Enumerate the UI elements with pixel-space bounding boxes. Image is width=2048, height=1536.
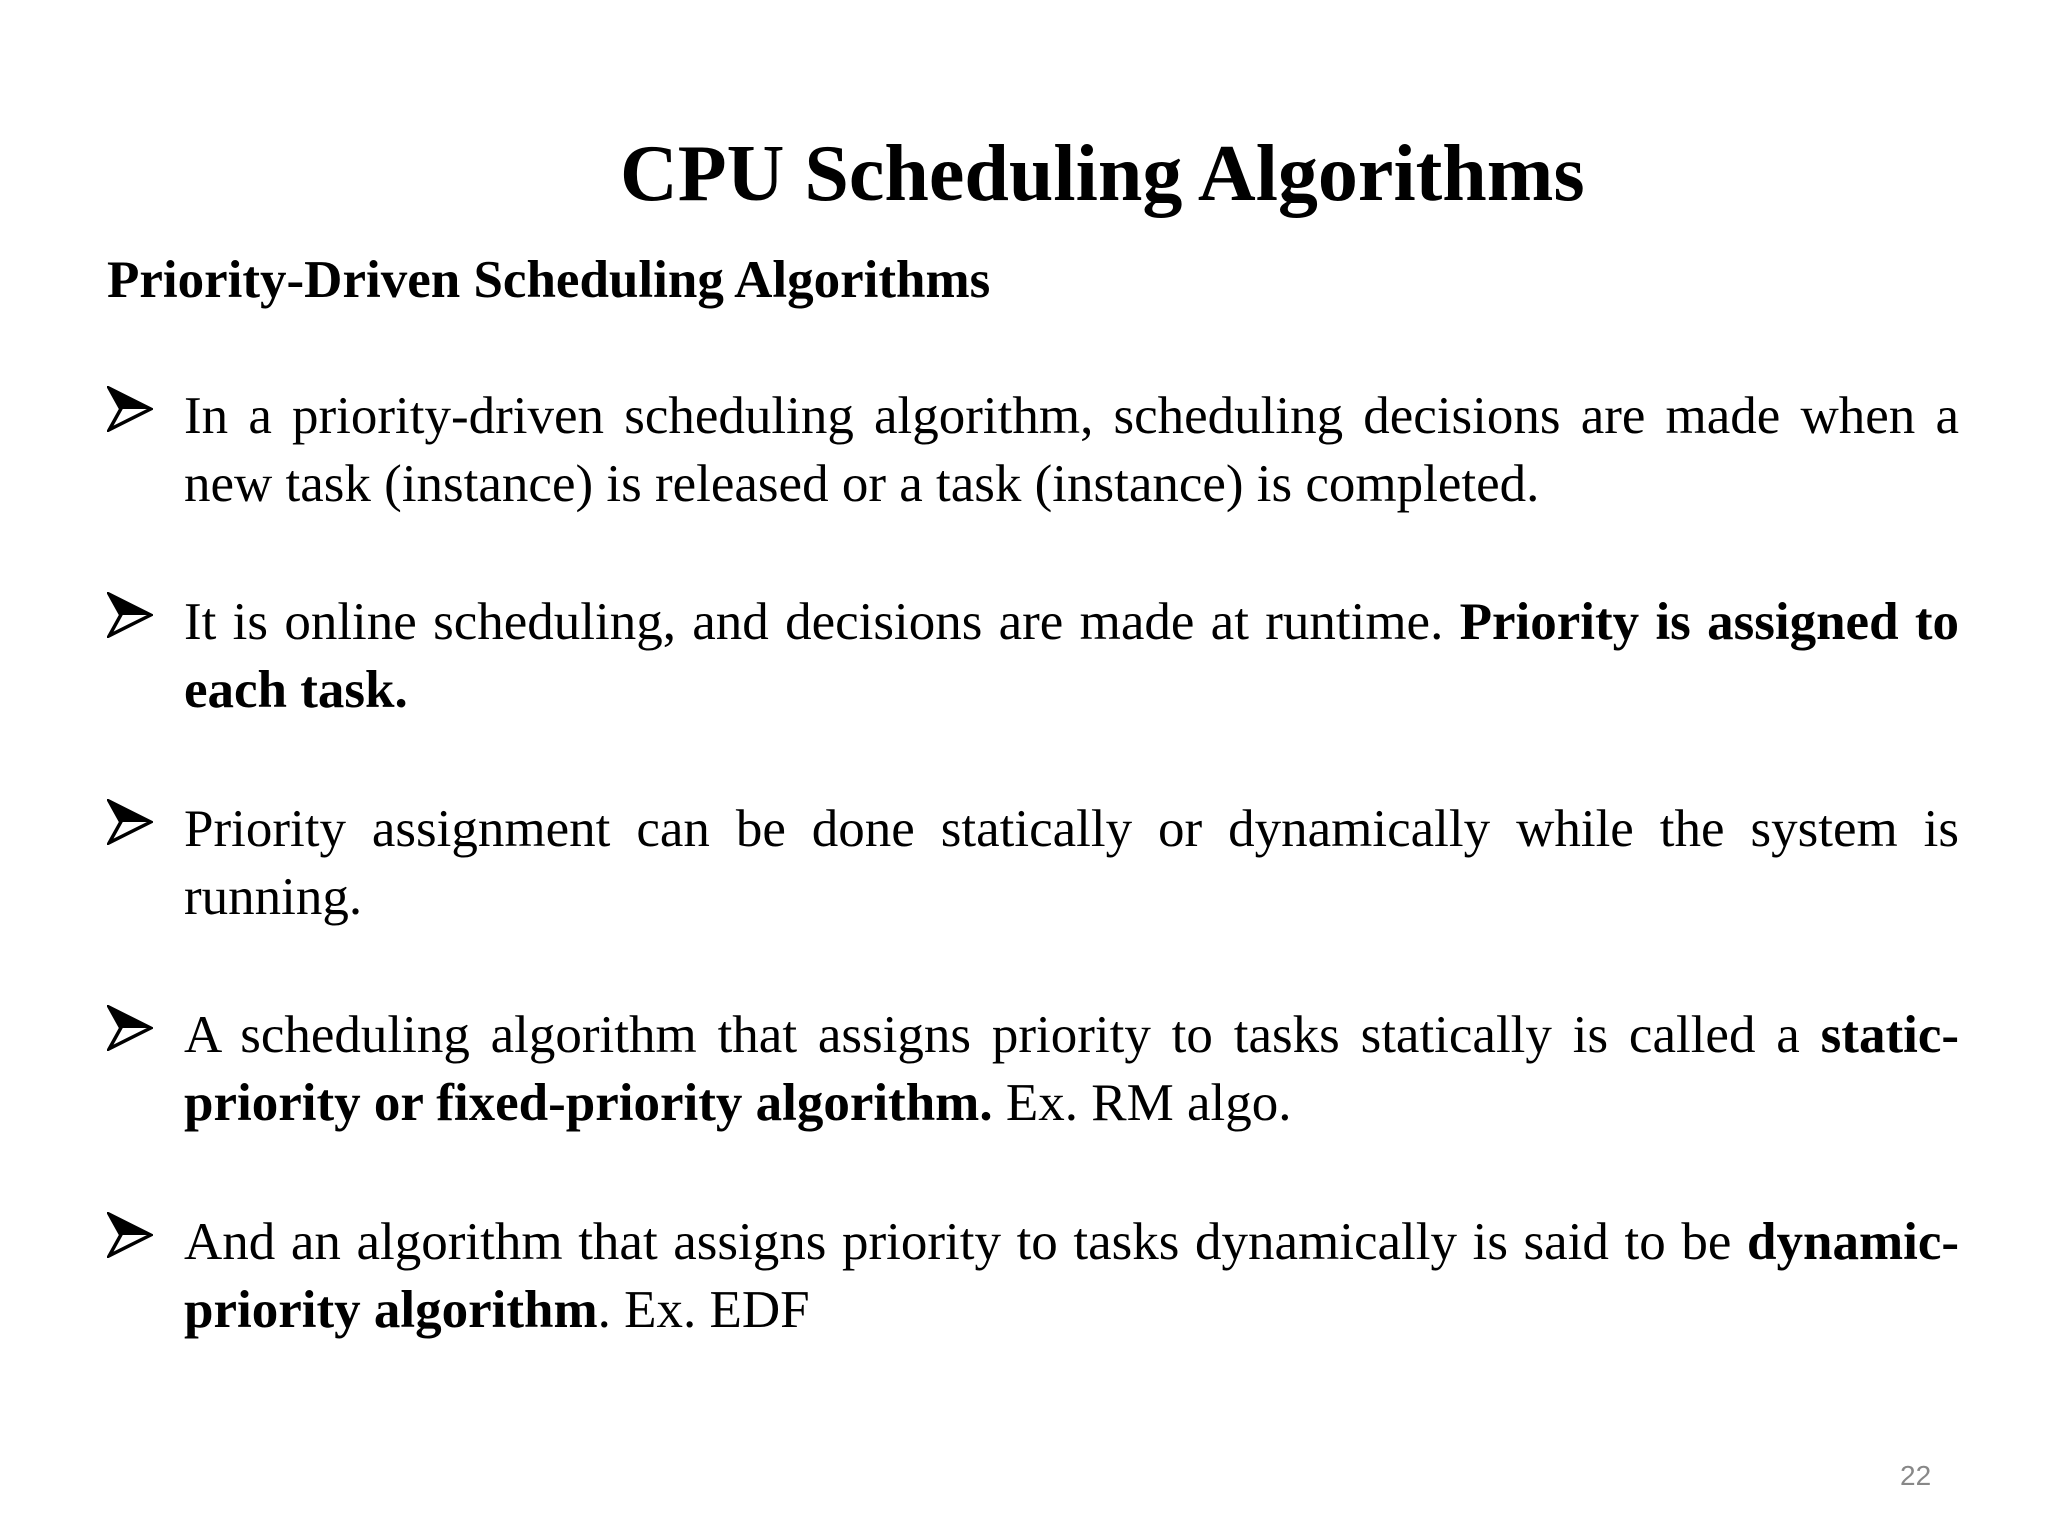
slide-subtitle: Priority-Driven Scheduling Algorithms [107,251,991,309]
bullet-text [184,1208,1959,1344]
bullet-text-after: Ex. RM algo. [992,1074,1292,1132]
bullet-text [184,1001,1959,1137]
bullet-item [107,382,1959,518]
bullet-text-normal: In a priority-driven scheduling algorithm, scheduling decisions are made when a new task (instance) is released or a task (instance) is completed. [184,387,1959,513]
bullet-text-normal: A scheduling algorithm that assigns priority to tasks statically is called a [184,1006,1821,1064]
arrowhead-bullet-icon [107,1005,153,1051]
slide-title: CPU Scheduling Algorithms [620,130,1585,218]
bullet-text-bold: Priority is assigned to each task. [184,593,1959,719]
arrowhead-bullet-icon [107,386,153,432]
bullet-text [184,588,1959,724]
bullet-item [107,588,1959,724]
page-number: 22 [1900,1460,1932,1491]
bullet-text-bold: dynamic-priority algorithm [184,1213,1959,1339]
bullet-item [107,1001,1959,1137]
arrowhead-bullet-icon [107,592,153,638]
arrowhead-bullet-icon [107,799,153,845]
bullet-text [184,795,1959,931]
bullet-text-after: . Ex. EDF [597,1281,810,1339]
arrowhead-bullet-icon [107,1212,153,1258]
bullet-text-normal: It is online scheduling, and decisions are made at runtime. [184,593,1460,651]
bullet-text-normal: And an algorithm that assigns priority to tasks dynamically is said to be [184,1213,1747,1271]
bullet-text [184,382,1959,518]
bullet-item [107,1208,1959,1344]
bullet-item [107,795,1959,931]
bullet-text-normal: Priority assignment can be done statically or dynamically while the system is running. [184,800,1959,926]
bullet-text-bold: static-priority or fixed-priority algorithm. [184,1006,1959,1132]
